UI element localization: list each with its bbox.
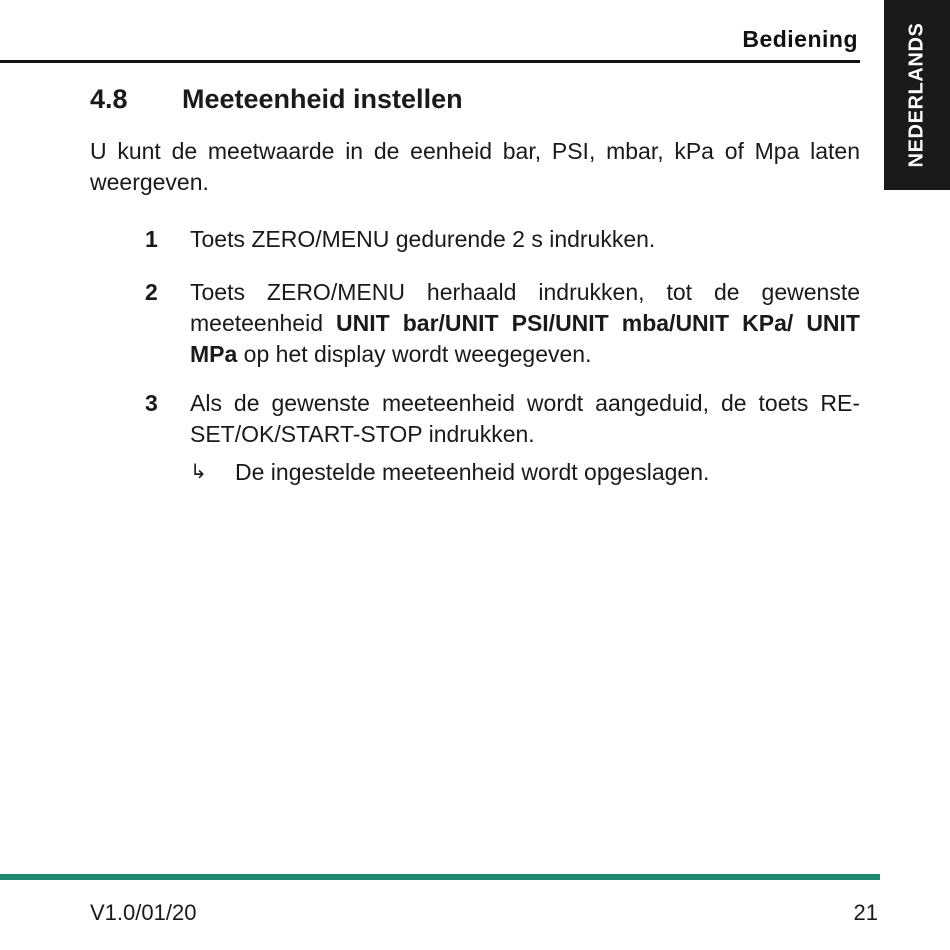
page-number: 21 <box>853 900 878 925</box>
step-text <box>190 277 860 370</box>
section-number: 4.8 <box>90 84 128 114</box>
step-text-before: Toets ZERO/MENU herhaald indrukken, tot de gewenste meeteenheid <box>190 279 860 336</box>
result-text: De ingestelde meeteenheid wordt opgeslagen. <box>235 459 710 485</box>
step-number: 1 <box>145 226 158 252</box>
step-text-after: op het display wordt weegegeven. <box>237 341 592 367</box>
header-divider <box>0 60 860 63</box>
step-number: 3 <box>145 390 158 416</box>
step-unit-list: UNIT bar/UNIT PSI/UNIT mba/UNIT KPa/ UNIT MPa <box>190 310 860 367</box>
page-header-title: Bediening <box>742 26 858 52</box>
section-title: Meeteenheid instellen <box>182 84 463 114</box>
step-text: Als de gewenste meeteenheid wordt aangeduid, de toets RE-SET/OK/START-STOP indrukken. <box>190 390 860 447</box>
result-arrow-icon: ↳ <box>190 461 207 483</box>
language-tab-label: NEDERLANDS <box>905 22 928 168</box>
intro-paragraph: U kunt de meetwaarde in de eenheid bar, PSI, mbar, kPa of Mpa laten weergeven. <box>90 138 860 195</box>
step-text: Toets ZERO/MENU gedurende 2 s indrukken. <box>190 226 656 252</box>
section-heading <box>90 84 463 115</box>
footer-divider <box>0 874 880 880</box>
step-number: 2 <box>145 279 158 305</box>
footer-version: V1.0/01/20 <box>90 900 197 925</box>
language-tab <box>884 0 950 190</box>
